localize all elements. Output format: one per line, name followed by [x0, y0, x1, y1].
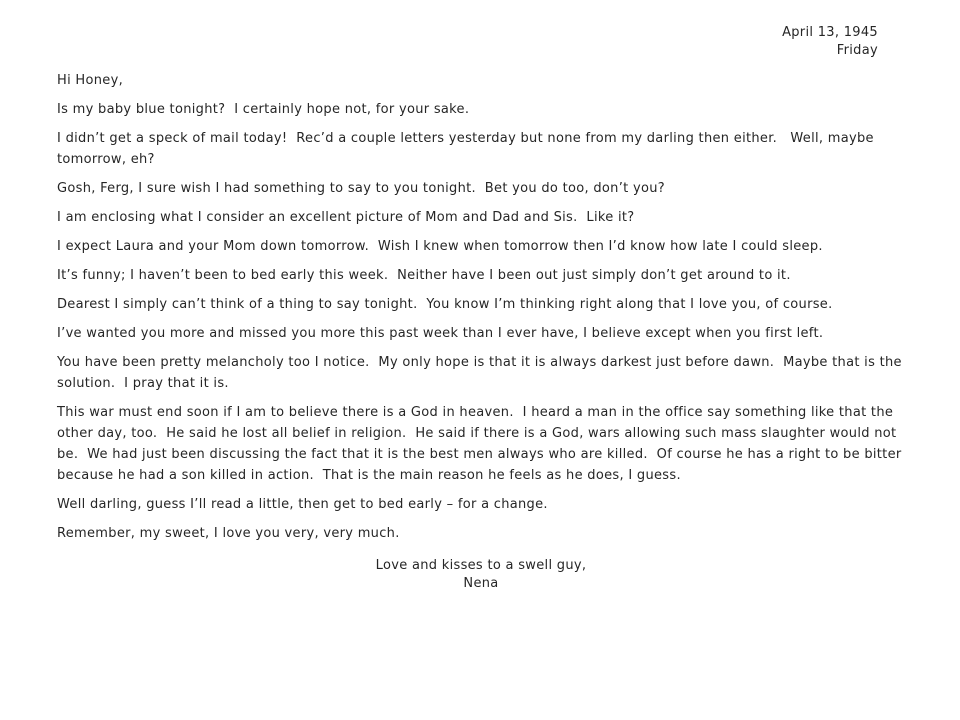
- date-line: April 13, 1945: [782, 25, 878, 40]
- letter-paragraph: You have been pretty melancholy too I notice. My only hope is that it is always darkest just before dawn. Maybe that is the solution. I pray that it is.: [57, 355, 907, 391]
- letter-paragraph: Remember, my sweet, I love you very, very much.: [57, 526, 400, 541]
- signature: Nena: [463, 576, 499, 591]
- letter-paragraph: It’s funny; I haven’t been to bed early this week. Neither have I been out just simply don’t get around to it.: [57, 268, 791, 283]
- letter-paragraph: I expect Laura and your Mom down tomorrow. Wish I knew when tomorrow then I’d know how late I could sleep.: [57, 239, 823, 254]
- closing-block: [57, 557, 905, 593]
- letter-paragraph: I didn’t get a speck of mail today! Rec’d a couple letters yesterday but none from my darling then either. Well, maybe tomorrow, eh?: [57, 131, 879, 167]
- letter-paragraph: Well darling, guess I’ll read a little, then get to bed early – for a change.: [57, 497, 548, 512]
- salutation: Hi Honey,: [57, 73, 124, 88]
- letter-paragraph: I’ve wanted you more and missed you more this past week than I ever have, I believe except when you first left.: [57, 326, 824, 341]
- letter-paragraph: Is my baby blue tonight? I certainly hope not, for your sake.: [57, 102, 470, 117]
- closing-line: Love and kisses to a swell guy,: [375, 558, 587, 573]
- letter-paragraph: Gosh, Ferg, I sure wish I had something to say to you tonight. Bet you do too, don’t you?: [57, 181, 665, 196]
- date-block: [57, 24, 905, 60]
- letter-paragraph: I am enclosing what I consider an excellent picture of Mom and Dad and Sis. Like it?: [57, 210, 635, 225]
- letter-paragraph: This war must end soon if I am to believe there is a God in heaven. I heard a man in the office say something like that the other day, too. He said he lost all belief in religion. He said if there is a God, wars allowing such mass slaughter would not be. We had just been discussing the fact that it is the best men always who are killed. Of course he has a right to be bitter because he had a son killed in action. That is the main reason he feels as he does, I guess.: [57, 405, 906, 483]
- day-line: Friday: [836, 43, 878, 58]
- letter-paragraph: Dearest I simply can’t think of a thing to say tonight. You know I’m thinking right along that I love you, of course.: [57, 297, 833, 312]
